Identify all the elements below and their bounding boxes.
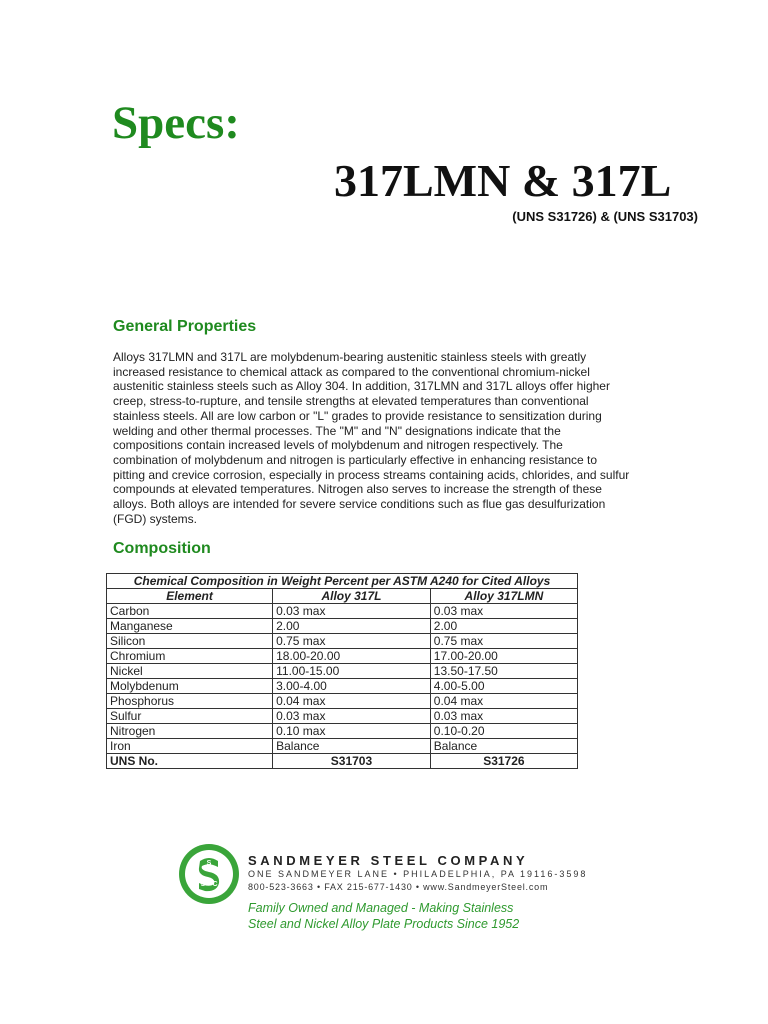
composition-table-body xyxy=(107,604,578,769)
table-cell: 4.00-5.00 xyxy=(430,679,577,694)
sandmeyer-logo xyxy=(178,843,240,905)
paragraph-line: austenitic stainless steels such as Alloy 304. In addition, 317LMN and 317L alloys offer higher xyxy=(113,379,610,394)
column-header-317l: Alloy 317L xyxy=(273,589,431,604)
table-cell: S31726 xyxy=(430,754,577,769)
logo-letter-top: S xyxy=(206,860,212,867)
paragraph-line: stainless steels. All are low carbon or "L" grades to provide resistance to sensitization during xyxy=(113,408,602,423)
table-cell: Sulfur xyxy=(107,709,273,724)
logo-letter-right: C xyxy=(212,881,218,888)
specs-title: Specs: xyxy=(112,97,240,149)
table-cell: 2.00 xyxy=(273,619,431,634)
table-row xyxy=(107,724,578,739)
table-cell: 18.00-20.00 xyxy=(273,649,431,664)
column-header-element: Element xyxy=(107,589,273,604)
table-cell: Nitrogen xyxy=(107,724,273,739)
uns-number-row xyxy=(107,754,578,769)
company-contact: 800-523-3663 • FAX 215-677-1430 • www.SandmeyerSteel.com xyxy=(248,882,549,892)
table-cell: Chromium xyxy=(107,649,273,664)
table-cell: UNS No. xyxy=(107,754,273,769)
table-cell: 0.04 max xyxy=(430,694,577,709)
table-cell: Manganese xyxy=(107,619,273,634)
column-header-317lmn: Alloy 317LMN xyxy=(430,589,577,604)
composition-heading: Composition xyxy=(113,540,211,557)
table-cell: 2.00 xyxy=(430,619,577,634)
paragraph-line: pitting and crevice corrosion, especially in process streams containing acids, chlorides, and sulfur xyxy=(113,467,630,482)
table-row xyxy=(107,709,578,724)
table-cell: S31703 xyxy=(273,754,431,769)
table-cell: 0.03 max xyxy=(273,709,431,724)
company-name: SANDMEYER STEEL COMPANY xyxy=(248,853,529,868)
paragraph-line: Alloys 317LMN and 317L are molybdenum-bearing austenitic stainless steels with greatly xyxy=(113,350,587,364)
table-cell: 17.00-20.00 xyxy=(430,649,577,664)
table-cell: Carbon xyxy=(107,604,273,619)
paragraph-line: compositions contain increased levels of molybdenum and nitrogen respectively. The xyxy=(113,438,563,453)
table-row xyxy=(107,604,578,619)
paragraph-line: increased resistance to chemical attack as compared to the conventional chromium-nickel xyxy=(113,364,590,379)
composition-table xyxy=(106,573,578,769)
logo-letter-left: S xyxy=(200,881,206,888)
table-cell: Molybdenum xyxy=(107,679,273,694)
table-row xyxy=(107,664,578,679)
table-cell: 0.04 max xyxy=(273,694,431,709)
paragraph-line: creep, stress-to-rupture, and tensile strengths at elevated temperatures than conventional xyxy=(113,394,589,409)
table-cell: 0.75 max xyxy=(430,634,577,649)
table-cell: 3.00-4.00 xyxy=(273,679,431,694)
paragraph-line: compounds at elevated temperatures. Nitrogen also serves to increase the strength of these xyxy=(113,482,602,497)
table-cell: 0.10 max xyxy=(273,724,431,739)
table-cell: Balance xyxy=(430,739,577,754)
table-row xyxy=(107,679,578,694)
company-address: ONE SANDMEYER LANE • PHILADELPHIA, PA 19116-3598 xyxy=(248,869,588,879)
paragraph-line: combination of molybdenum and nitrogen is particularly effective in enhancing resistance to xyxy=(113,452,598,467)
table-row xyxy=(107,649,578,664)
table-cell: Nickel xyxy=(107,664,273,679)
table-row xyxy=(107,619,578,634)
paragraph-line: alloys. Both alloys are intended for severe service conditions such as flue gas desulfurization xyxy=(113,497,606,512)
table-cell: 0.03 max xyxy=(430,604,577,619)
table-caption: Chemical Composition in Weight Percent per ASTM A240 for Cited Alloys xyxy=(107,574,578,589)
table-cell: 11.00-15.00 xyxy=(273,664,431,679)
table-cell: 0.75 max xyxy=(273,634,431,649)
table-cell: 0.10-0.20 xyxy=(430,724,577,739)
table-cell: Iron xyxy=(107,739,273,754)
table-cell: 0.03 max xyxy=(430,709,577,724)
table-cell: Phosphorus xyxy=(107,694,273,709)
tagline-line: Family Owned and Managed - Making Stainless xyxy=(248,901,514,915)
table-cell: 13.50-17.50 xyxy=(430,664,577,679)
uns-subtitle: (UNS S31726) & (UNS S31703) xyxy=(512,209,698,224)
table-row xyxy=(107,694,578,709)
table-row xyxy=(107,634,578,649)
product-title: 317LMN & 317L xyxy=(334,155,672,206)
paragraph-line: welding and other thermal processes. The "M" and "N" designations indicate that the xyxy=(113,423,561,438)
paragraph-line: (FGD) systems. xyxy=(113,511,197,526)
table-cell: Silicon xyxy=(107,634,273,649)
general-properties-text xyxy=(113,350,653,526)
table-row xyxy=(107,739,578,754)
table-cell: Balance xyxy=(273,739,431,754)
table-cell: 0.03 max xyxy=(273,604,431,619)
company-tagline xyxy=(248,900,568,932)
general-properties-heading: General Properties xyxy=(113,318,257,335)
tagline-line: Steel and Nickel Alloy Plate Products Since 1952 xyxy=(248,917,520,931)
